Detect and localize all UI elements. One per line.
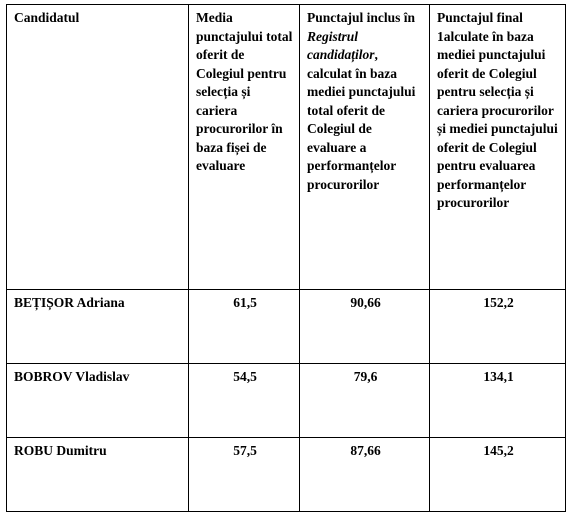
candidate-name: BOBROV Vladislav — [7, 364, 189, 438]
table-row — [7, 290, 566, 364]
final-value: 152,2 — [430, 290, 566, 364]
header-registru — [300, 5, 430, 290]
header-registru-after: , calculat în baza mediei punctajului total oferit de Colegiul de evaluare a performanțelor procurorilor — [307, 47, 416, 192]
table-row — [7, 438, 566, 512]
media-value: 57,5 — [189, 438, 300, 512]
registru-value: 90,66 — [300, 290, 430, 364]
candidate-name: ROBU Dumitru — [7, 438, 189, 512]
results-table — [6, 4, 566, 512]
registru-value: 87,66 — [300, 438, 430, 512]
candidate-name: BEȚIȘOR Adriana — [7, 290, 189, 364]
header-candidate: Candidatul — [7, 5, 189, 290]
final-value: 145,2 — [430, 438, 566, 512]
media-value: 54,5 — [189, 364, 300, 438]
header-final: Punctajul final 1alculate în baza mediei punctajului oferit de Colegiul pentru selecția și cariera procurorilor și mediei punctajului oferit de Colegiul pentru evaluarea performanțelor procurorilor — [430, 5, 566, 290]
table-row — [7, 364, 566, 438]
header-row — [7, 5, 566, 290]
header-media: Media punctajului total oferit de Colegiul pentru selecția și cariera procurorilor în baza fișei de evaluare — [189, 5, 300, 290]
header-registru-before: Punctajul inclus în — [307, 10, 416, 25]
final-value: 134,1 — [430, 364, 566, 438]
media-value: 61,5 — [189, 290, 300, 364]
registru-value: 79,6 — [300, 364, 430, 438]
header-registru-italic: Registrul candidaților — [307, 28, 375, 62]
